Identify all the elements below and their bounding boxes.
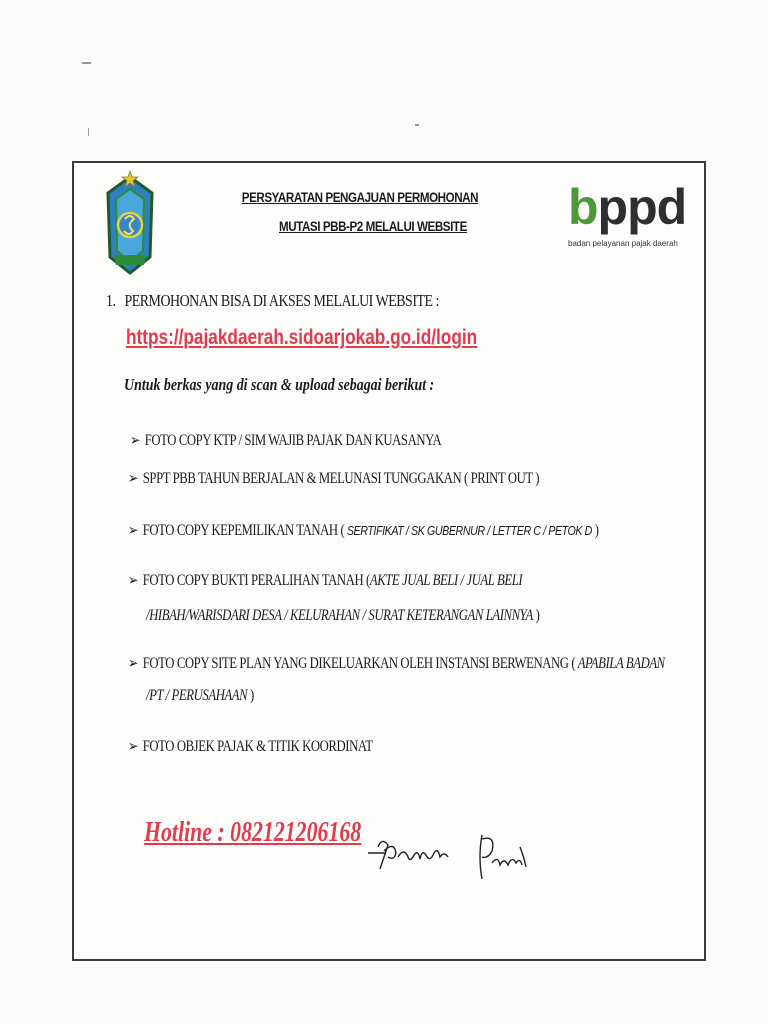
scan-speck	[82, 62, 91, 64]
document-title	[224, 183, 478, 241]
title-line-2: MUTASI PBB-P2 MELALUI WEBSITE	[278, 219, 467, 234]
scan-speck	[415, 124, 419, 126]
requirement-item: ➢ FOTO OBJEK PAJAK & TITIK KOORDINAT	[128, 738, 373, 755]
bullet-arrow-icon: ➢	[130, 433, 140, 449]
requirement-item: ➢ FOTO COPY KTP / SIM WAJIB PAJAK DAN KUASANYA	[130, 432, 442, 449]
requirement-item: ➢ FOTO COPY SITE PLAN YANG DIKELUARKAN OLEH INSTANSI BERWENANG ( APABILA BADAN	[128, 655, 665, 672]
intro-line	[106, 291, 439, 311]
bullet-arrow-icon: ➢	[128, 573, 138, 589]
bppd-tagline: badan pelayanan pajak daerah	[568, 239, 678, 248]
bppd-logo	[538, 177, 687, 269]
requirement-item: ➢ FOTO COPY KEPEMILIKAN TANAH ( SERTIFIKAT / SK GUBERNUR / LETTER C / PETOK D )	[128, 522, 599, 539]
bullet-arrow-icon: ➢	[128, 523, 138, 539]
bullet-arrow-icon: ➢	[128, 471, 138, 487]
bullet-arrow-icon: ➢	[128, 739, 138, 755]
document-frame	[72, 161, 706, 961]
bullet-arrow-icon: ➢	[128, 656, 138, 672]
upload-subheading: Untuk berkas yang di scan & upload sebagai berikut :	[124, 375, 435, 394]
intro-text: PERMOHONAN BISA DI AKSES MELALUI WEBSITE :	[124, 291, 439, 310]
bppd-wordmark: bppd	[568, 179, 687, 235]
website-link[interactable]: https://pajakdaerah.sidoarjokab.go.id/login	[126, 326, 478, 349]
scan-speck	[88, 128, 89, 136]
hotline-number[interactable]: Hotline : 082121206168	[144, 817, 362, 848]
handwritten-signature	[364, 827, 534, 897]
requirement-item-continued: /PT / PERUSAHAAN )	[146, 687, 254, 704]
requirement-item: ➢ SPPT PBB TAHUN BERJALAN & MELUNASI TUNGGAKAN ( PRINT OUT )	[128, 470, 540, 487]
section-number: 1.	[106, 291, 116, 310]
requirement-item-continued: /HIBAH/WARISDARI DESA / KELURAHAN / SURAT KETERANGAN LAINNYA )	[146, 607, 540, 624]
requirement-item: ➢ FOTO COPY BUKTI PERALIHAN TANAH (AKTE JUAL BELI / JUAL BELI	[128, 572, 523, 589]
sidoarjo-emblem-icon	[104, 169, 156, 281]
title-line-1: PERSYARATAN PENGAJUAN PERMOHONAN	[241, 190, 479, 205]
